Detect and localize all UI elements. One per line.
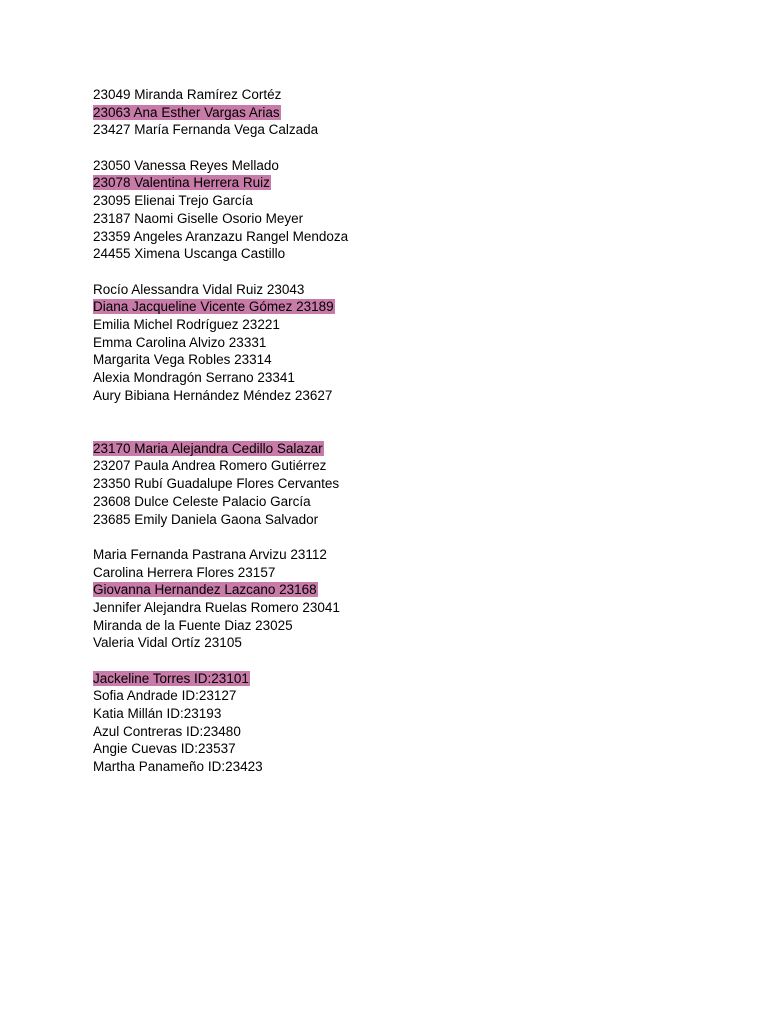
name-line: 23187 Naomi Giselle Osorio Meyer [93, 210, 304, 226]
name-line-highlighted: Diana Jacqueline Vicente Gómez 23189 [93, 299, 334, 315]
name-group-4 [93, 440, 733, 528]
name-group-2 [93, 157, 733, 263]
name-line: Angie Cuevas ID:23537 [93, 741, 236, 757]
name-line: Aury Bibiana Hernández Méndez 23627 [93, 387, 333, 403]
name-line-highlighted: 23078 Valentina Herrera Ruiz [93, 175, 270, 191]
name-line: 23049 Miranda Ramírez Cortéz [93, 87, 282, 102]
name-line: 24455 Ximena Uscanga Castillo [93, 246, 286, 262]
name-line: Emilia Michel Rodríguez 23221 [93, 316, 280, 332]
name-line: Rocío Alessandra Vidal Ruiz 23043 [93, 281, 305, 297]
blank-line [93, 652, 733, 670]
name-line: Valeria Vidal Ortíz 23105 [93, 635, 242, 651]
name-line: Martha Panameño ID:23423 [93, 759, 263, 775]
blank-line [93, 139, 733, 157]
name-line: 23207 Paula Andrea Romero Gutiérrez [93, 458, 327, 474]
name-line: Alexia Mondragón Serrano 23341 [93, 370, 295, 385]
name-line: 23359 Angeles Aranzazu Rangel Mendoza [93, 228, 349, 244]
name-line: Jennifer Alejandra Ruelas Romero 23041 [93, 599, 340, 615]
name-line: 23095 Elienai Trejo García [93, 193, 253, 209]
name-line: Katia Millán ID:23193 [93, 706, 222, 722]
name-line: 23427 María Fernanda Vega Calzada [93, 122, 319, 138]
blank-line [93, 263, 733, 281]
name-line: 23608 Dulce Celeste Palacio García [93, 493, 311, 509]
name-line: 23050 Vanessa Reyes Mellado [93, 157, 279, 173]
document-page [93, 86, 733, 776]
name-line: Maria Fernanda Pastrana Arvizu 23112 [93, 546, 327, 562]
name-line: 23350 Rubí Guadalupe Flores Cervantes [93, 476, 340, 492]
name-line-highlighted: Giovanna Hernandez Lazcano 23168 [93, 582, 317, 598]
name-line: 23685 Emily Daniela Gaona Salvador [93, 511, 319, 527]
name-group-5 [93, 546, 733, 652]
name-line: Sofia Andrade ID:23127 [93, 688, 237, 704]
name-line: Azul Contreras ID:23480 [93, 723, 241, 739]
name-line: Margarita Vega Robles 23314 [93, 352, 272, 368]
name-group-3 [93, 281, 733, 405]
blank-lines [93, 404, 733, 439]
name-group-1 [93, 86, 733, 139]
name-line-highlighted: 23063 Ana Esther Vargas Arias [93, 104, 280, 120]
name-line: Miranda de la Fuente Diaz 23025 [93, 617, 293, 633]
name-line-highlighted: 23170 Maria Alejandra Cedillo Salazar [93, 440, 323, 456]
blank-line [93, 528, 733, 546]
name-line: Carolina Herrera Flores 23157 [93, 564, 276, 580]
name-line-highlighted: Jackeline Torres ID:23101 [93, 670, 249, 686]
name-line: Emma Carolina Alvizo 23331 [93, 334, 267, 350]
name-group-6 [93, 670, 733, 776]
